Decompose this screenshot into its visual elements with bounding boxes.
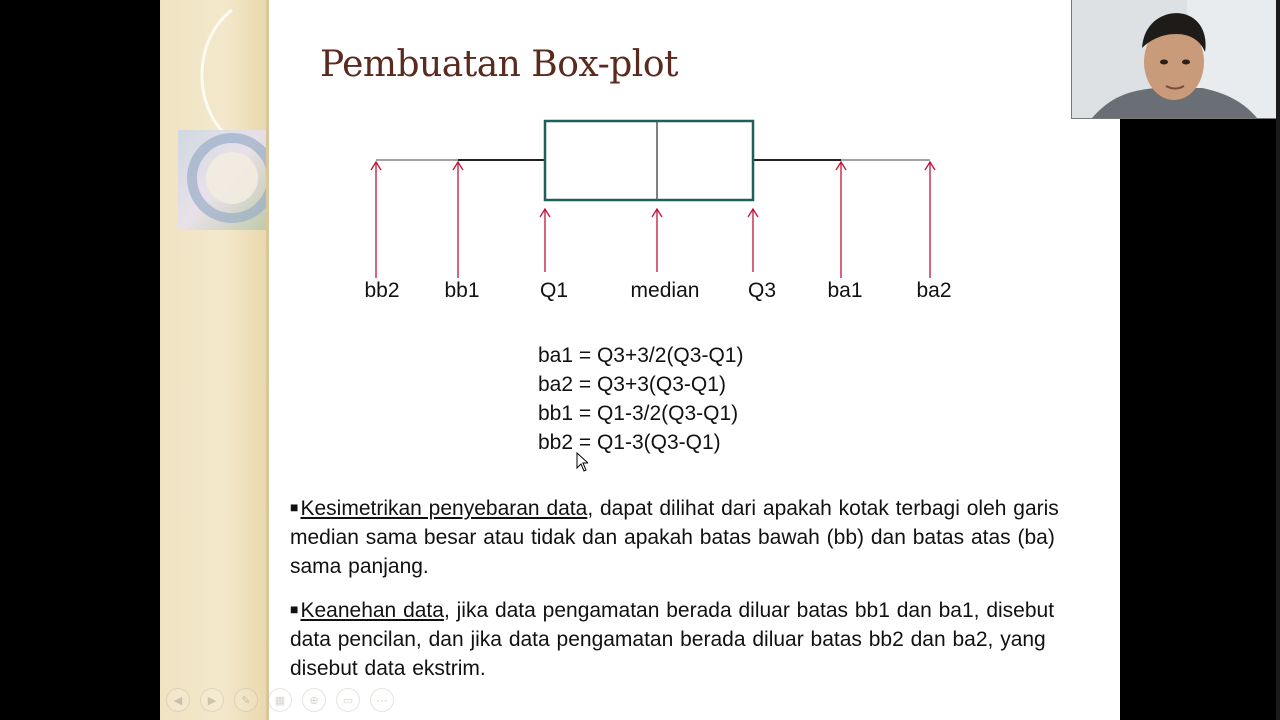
prev-icon[interactable]: ◀: [166, 688, 190, 712]
formula-ba2: ba2 = Q3+3(Q3-Q1): [538, 373, 726, 396]
subtitle-icon[interactable]: ▭: [336, 688, 360, 712]
label-median: median: [630, 279, 700, 302]
formula-bb1: bb1 = Q1-3/2(Q3-Q1): [538, 402, 739, 425]
label-ba1: ba1: [827, 279, 863, 302]
bullet-symmetry-key: Kesimetrikan penyebaran data: [300, 497, 588, 520]
slides-icon[interactable]: ▦: [268, 688, 292, 712]
arrow-q1: [540, 209, 550, 272]
formula-ba1: ba1 = Q3+3/2(Q3-Q1): [538, 344, 744, 367]
slide-title: Pembuatan Box-plot: [320, 44, 678, 85]
bullet-outliers-text: , jika data pengamatan berada diluar batas bb1 dan ba1, disebut data pencilan, dan jika data pengamatan berada diluar batas bb2 dan ba2, yang disebut data ekstrim.: [290, 599, 1055, 680]
bullet-square-icon: ■: [290, 499, 299, 515]
right-edge-strip: [1276, 0, 1280, 720]
arrow-bb1: [453, 162, 463, 278]
label-q3: Q3: [747, 279, 777, 302]
zoom-icon[interactable]: ⊕: [302, 688, 326, 712]
bullet-outliers: [290, 595, 1090, 683]
label-bb2: bb2: [364, 279, 400, 302]
mouse-cursor-icon: [576, 452, 588, 472]
arrow-ba1: [836, 162, 846, 278]
box: [545, 121, 753, 200]
webcam-overlay: [1071, 0, 1278, 119]
arrow-ba2: [925, 162, 935, 278]
pen-icon[interactable]: ✎: [234, 688, 258, 712]
bullet-square-icon: ■: [290, 601, 299, 617]
next-icon[interactable]: ▶: [200, 688, 224, 712]
bullet-list: [290, 493, 1090, 697]
slideshow-toolbar: [166, 688, 394, 716]
arrow-q3: [748, 209, 758, 272]
formula-block: [538, 341, 743, 457]
presenter-video-icon: [1072, 0, 1278, 118]
boxplot-diagram: [160, 0, 1120, 320]
arrow-median: [652, 209, 662, 272]
bullet-symmetry: [290, 493, 1090, 581]
bullet-outliers-key: Keanehan data: [300, 599, 444, 622]
more-icon[interactable]: ⋯: [370, 688, 394, 712]
slide: [160, 0, 1120, 720]
label-q1: Q1: [539, 279, 569, 302]
label-ba2: ba2: [916, 279, 952, 302]
formula-bb2: bb2 = Q1-3(Q3-Q1): [538, 431, 721, 454]
label-bb1: bb1: [444, 279, 480, 302]
bullet-symmetry-text: , dapat dilihat dari apakah kotak terbagi oleh garis median sama besar atau tidak dan apakah batas bawah (bb) dan batas atas (ba) sama panjang.: [290, 497, 1059, 578]
arrow-bb2: [371, 162, 381, 278]
